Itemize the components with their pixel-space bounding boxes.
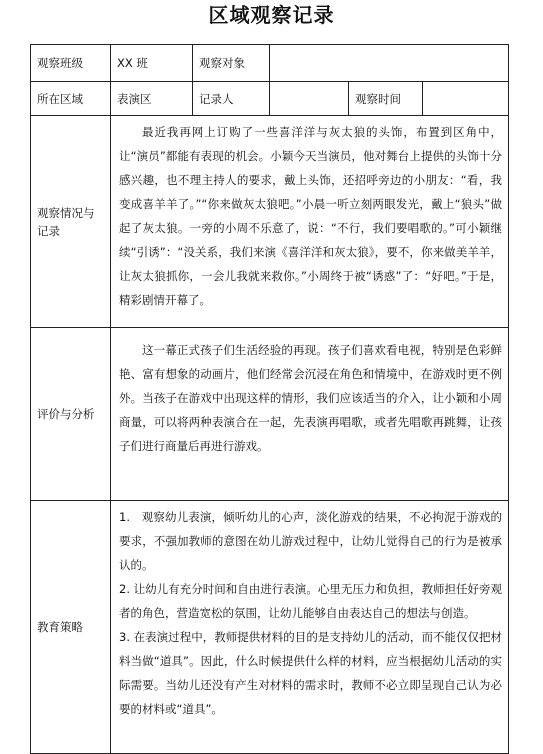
table-row-area (31, 82, 509, 116)
table-row-strategy (31, 501, 509, 754)
time-label: 观察时间 (349, 82, 423, 116)
record-table (30, 44, 509, 754)
evaluation-content (111, 328, 509, 501)
strategy-label: 教育策略 (31, 501, 111, 754)
evaluation-label: 评价与分析 (31, 328, 111, 501)
strategy-item-2: 2. 让幼儿有充分时间和自由进行表演。心里无压力和负担，教师担任好旁观者的角色，营造宽松的氛围，让幼儿能够自由表达自己的想法与创造。 (119, 582, 503, 620)
table-row-evaluation (31, 328, 509, 501)
strategy-content (111, 501, 509, 754)
area-value: 表演区 (111, 82, 193, 116)
page-title: 区域观察记录 (208, 3, 335, 27)
observation-content (111, 116, 509, 328)
time-value (423, 82, 509, 116)
table-row-class (31, 45, 509, 82)
class-label: 观察班级 (31, 45, 111, 82)
recorder-label: 记录人 (193, 82, 270, 116)
area-label: 所在区域 (31, 82, 111, 116)
table-row-observation (31, 116, 509, 328)
strategy-item-1: 1. 观察幼儿表演，倾听幼儿的心声，淡化游戏的结果，不必拘泥于游戏的要求，不强加教师的意图在幼儿游戏过程中，让幼儿觉得自己的行为是被承认的。 (119, 510, 503, 572)
class-value: XX 班 (111, 45, 193, 82)
recorder-value (270, 82, 349, 116)
strategy-item-3: 3. 在表演过程中，教师提供材料的目的是支持幼儿的活动，而不能仅仅把材料当做“道具”。因此，什么时候提供什么样的材料，应当根据幼儿活动的实际需要。当幼儿还没有产生对材料的需求时，教师不必立即呈现自己认为必要的材料或“道具”。 (119, 630, 503, 716)
observation-text: 最近我再网上订购了一些喜洋洋与灰太狼的头饰，布置到区角中，让“演员”都能有表现的机会。小颖今天当演员，他对舞台上提供的头饰十分感兴趣，也不理主持人的要求，戴上头饰，还招呼旁边的小朋友：“看，我变成喜羊羊了。”“你来做灰太狼吧。”小晨一听立刻两眼发光，戴上“狼头”做起了灰太狼。一旁的小周不乐意了，说：“不行，我们要唱歌的。”可小颖继续“引诱”：“没关系，我们来演《喜洋洋和灰太狼》，要不，你来做美羊羊，让灰太狼抓你，一会儿我就来救你。”小周终于被“诱惑”了：“好吧。”于是，精彩剧情开幕了。 (119, 125, 503, 307)
subject-value (270, 45, 509, 82)
evaluation-text: 这一幕正式孩子们生活经验的再现。孩子们喜欢看电视，特别是色彩鲜艳、富有想象的动画片，他们经常会沉浸在角色和情境中，在游戏时更不例外。当孩子在游戏中出现这样的情形，我们应该适当的介入，让小颖和小周商量，可以将两种表演合在一起，先表演再唱歌，或者先唱歌再跳舞，让孩子们进行商量后再进行游戏。 (119, 343, 503, 453)
observation-label: 观察情况与记录 (31, 116, 111, 328)
subject-label: 观察对象 (193, 45, 270, 82)
